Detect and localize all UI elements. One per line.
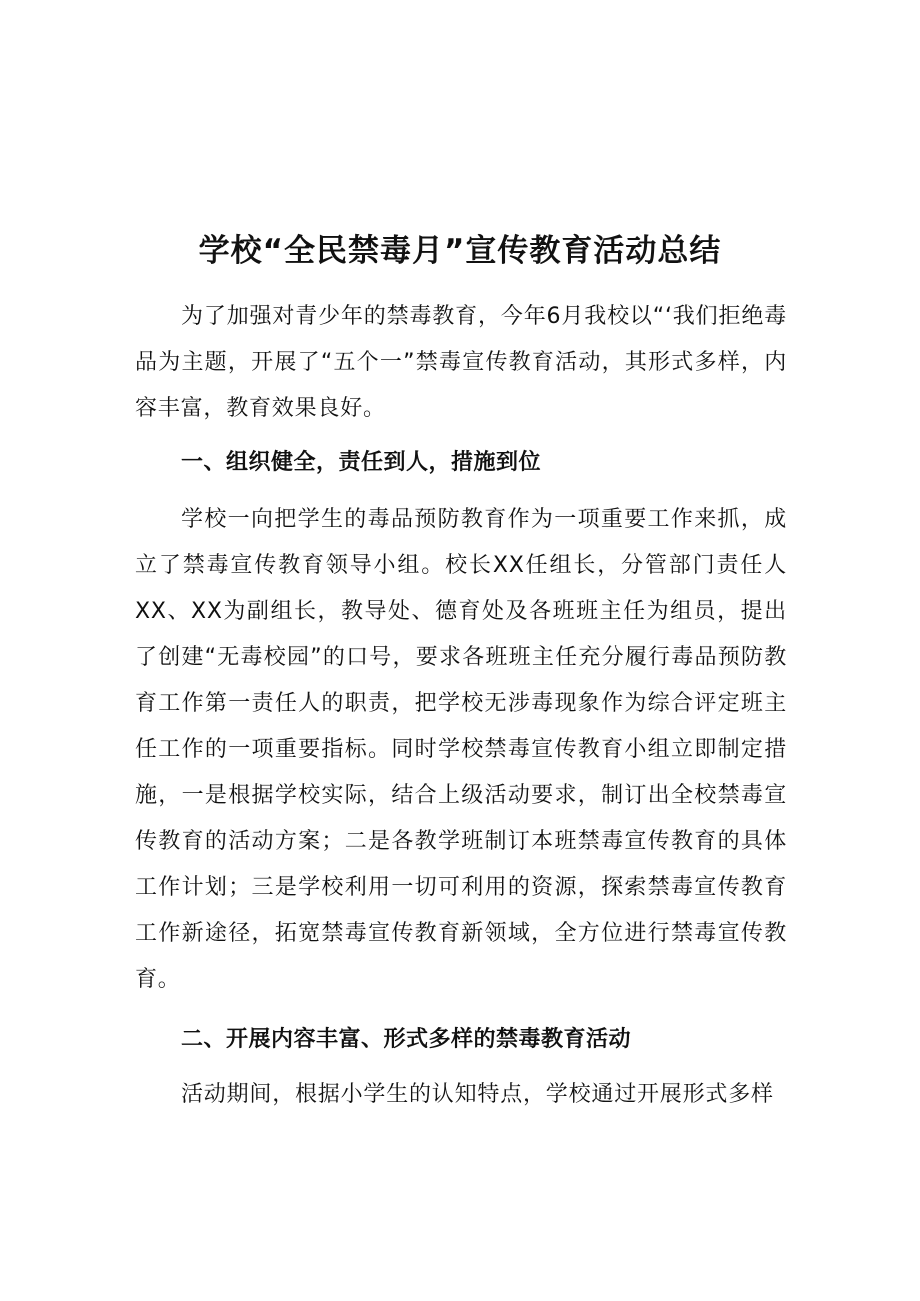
section-paragraph-2: 活动期间，根据小学生的认知特点，学校通过开展形式多样 [181, 1082, 774, 1107]
section-heading-2: 二、开展内容丰富、形式多样的禁毒教育活动 [181, 1027, 632, 1052]
document-title: 学校“全民禁毒月”宣传教育活动总结 [198, 232, 722, 269]
section-paragraph-1: 学校一向把学生的毒品预防教育作为一项重要工作来抓，成立了禁毒宣传教育领导小组。校长XX任组长，分管部门责任人XX、XX为副组长，教导处、德育处及各班班主任为组员，提出了创建“无毒校园”的口号，要求各班班主任充分履行毒品预防教育工作第一责任人的职责，把学校无涉毒现象作为综合评定班主任工作的一项重要指标。同时学校禁毒宣传教育小组立即制定措施，一是根据学校实际，结合上级活动要求，制订出全校禁毒宣传教育的活动方案；二是各教学班制订本班禁毒宣传教育的具体工作计划；三是学校利用一切可利用的资源，探索禁毒宣传教育工作新途径，拓宽禁毒宣传教育新领域，全方位进行禁毒宣传教育。 [135, 507, 787, 992]
section-heading-1: 一、组织健全，责任到人，措施到位 [181, 450, 542, 475]
intro-paragraph: 为了加强对青少年的禁毒教育，今年6月我校以“‘我们拒绝毒品为主题，开展了“五个一”禁毒宣传教育活动，其形式多样，内容丰富，教育效果良好。 [135, 304, 787, 421]
